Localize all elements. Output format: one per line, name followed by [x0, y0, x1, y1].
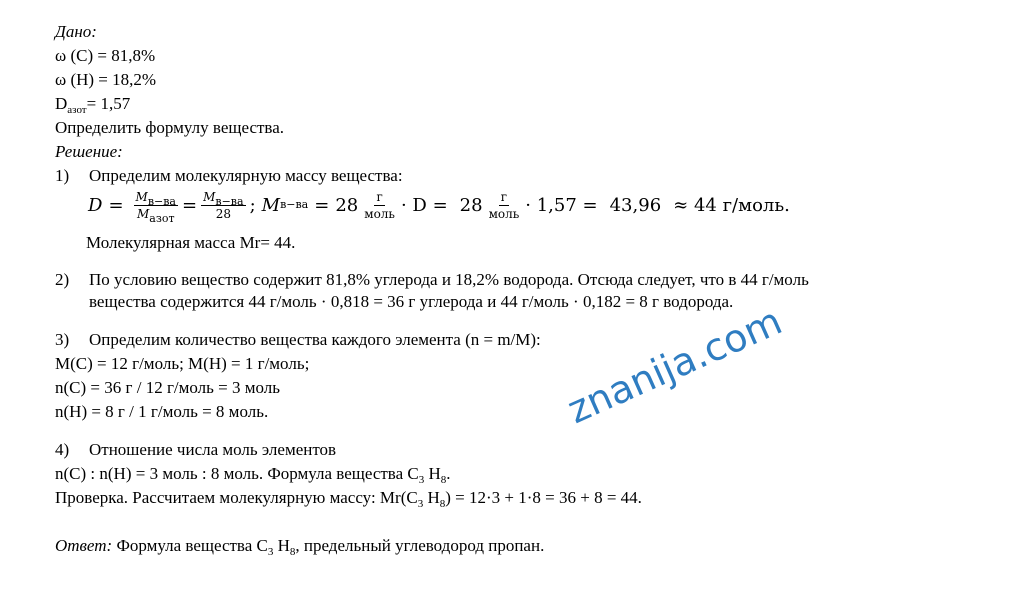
step3-text: Определим количество вещества каждого элемента (n = m/M):	[89, 330, 541, 349]
formula-unit-1	[362, 190, 397, 221]
answer-line	[55, 536, 544, 556]
step1-number: 1)	[55, 166, 70, 185]
frac2-den: 28	[215, 206, 231, 221]
formula-28-a: 28	[335, 194, 359, 216]
formula-m: M	[261, 194, 281, 216]
step3-line3: n(H) = 8 г / 1 г/моль = 8 моль.	[55, 402, 269, 421]
formula-value: 43,96	[609, 194, 662, 216]
frac1-den-sub: азот	[149, 211, 175, 225]
formula-eq-2: =	[182, 194, 198, 216]
formula-eq-1: =	[108, 194, 124, 216]
check-sub-3: 3	[417, 498, 424, 510]
ratio-text: n(C) : n(H) = 3 моль : 8 моль. Формула вещества C	[55, 464, 419, 483]
formula-unit-2	[487, 190, 522, 221]
formula-fraction-1	[134, 189, 178, 225]
step3-heading	[55, 330, 541, 350]
ratio-dot: .	[446, 464, 451, 483]
answer-h: H	[273, 536, 290, 555]
ratio-sub-8: 8	[440, 474, 447, 486]
step2-line1	[55, 270, 809, 290]
step3-line1: M(C) = 12 г/моль; M(H) = 1 г/моль;	[55, 354, 310, 373]
given-mass-fraction-h: ω (Н) = 18,2%	[55, 70, 157, 89]
unit2-den: моль	[488, 206, 520, 221]
formula-times-157: · 1,57 =	[525, 194, 598, 216]
frac2-num-sub: в−ва	[215, 194, 244, 208]
given-task: Определить формулу вещества.	[55, 118, 285, 137]
formula-fraction-2	[201, 190, 245, 221]
step1-text: Определим молекулярную массу вещества:	[89, 166, 403, 185]
step4-text: Отношение числа моль элементов	[89, 440, 337, 459]
unit2-num: г	[500, 189, 508, 204]
frac1-den-m: M	[136, 206, 150, 221]
formula-semicolon: ;	[249, 194, 256, 216]
answer-text-a: Формула вещества C	[112, 536, 268, 555]
density-symbol: D	[55, 94, 68, 113]
solution-title: Решение:	[55, 142, 123, 161]
step1-formula: D = $\frac{M_{в-ва}}{M_{азот}}$ = $\frac{M_{в-ва}}{28}$ ; M в−ва = 28 $\frac{г}{\text{моль}}$ · D = 28 $\frac{г}{\text{моль}}$ · 1,57 = 43,96 ≈ 44 г/моль.	[88, 189, 790, 225]
step4-ratio-line	[55, 464, 451, 484]
frac1-num-m: M	[135, 189, 148, 204]
density-subscript: азот	[67, 104, 87, 116]
watermark: znanija.com	[561, 298, 789, 433]
given-title: Дано:	[55, 22, 97, 41]
step4-number: 4)	[55, 440, 70, 459]
unit1-num: г	[376, 189, 383, 204]
step2-line2: вещества содержится 44 г/моль · 0,818 = 36 г углерода и 44 г/моль · 0,182 = 8 г водорода.	[89, 292, 734, 311]
step4-check-line	[55, 488, 642, 508]
frac1-num-sub: в−ва	[147, 194, 176, 208]
step3-line2: n(C) = 36 г / 12 г/моль = 3 моль	[55, 378, 281, 397]
check-sub-8: 8	[439, 498, 446, 510]
density-value: = 1,57	[86, 94, 131, 113]
unit1-den: моль	[364, 206, 395, 221]
frac2-num-m: M	[203, 189, 216, 204]
answer-sub-8: 8	[289, 546, 296, 558]
formula-28-b: 28	[459, 194, 483, 216]
step2-number: 2)	[55, 270, 70, 289]
step3-number: 3)	[55, 330, 70, 349]
check-h: H	[423, 488, 440, 507]
ratio-h: H	[424, 464, 441, 483]
step1-result: Молекулярная масса Mr= 44.	[86, 233, 296, 252]
ratio-sub-3: 3	[418, 474, 425, 486]
check-text-b: ) = 12·3 + 1·8 = 36 + 8 = 44.	[445, 488, 642, 507]
check-text-a: Проверка. Рассчитаем молекулярную массу: Mr(C	[55, 488, 418, 507]
formula-approx: ≈ 44 г/моль.	[673, 194, 790, 216]
step4-heading	[55, 440, 336, 460]
formula-dot-d: · D =	[400, 194, 448, 216]
given-mass-fraction-c: ω (С) = 81,8%	[55, 46, 156, 65]
given-density	[55, 94, 130, 114]
formula-d: D	[88, 194, 103, 216]
answer-label: Ответ:	[55, 536, 113, 555]
answer-sub-3: 3	[267, 546, 274, 558]
answer-text-b: , предельный углеводород пропан.	[295, 536, 545, 555]
formula-eq-3: =	[314, 194, 330, 216]
step2-text-1: По условию вещество содержит 81,8% углерода и 18,2% водорода. Отсюда следует, что в 44 г/моль	[89, 270, 809, 289]
